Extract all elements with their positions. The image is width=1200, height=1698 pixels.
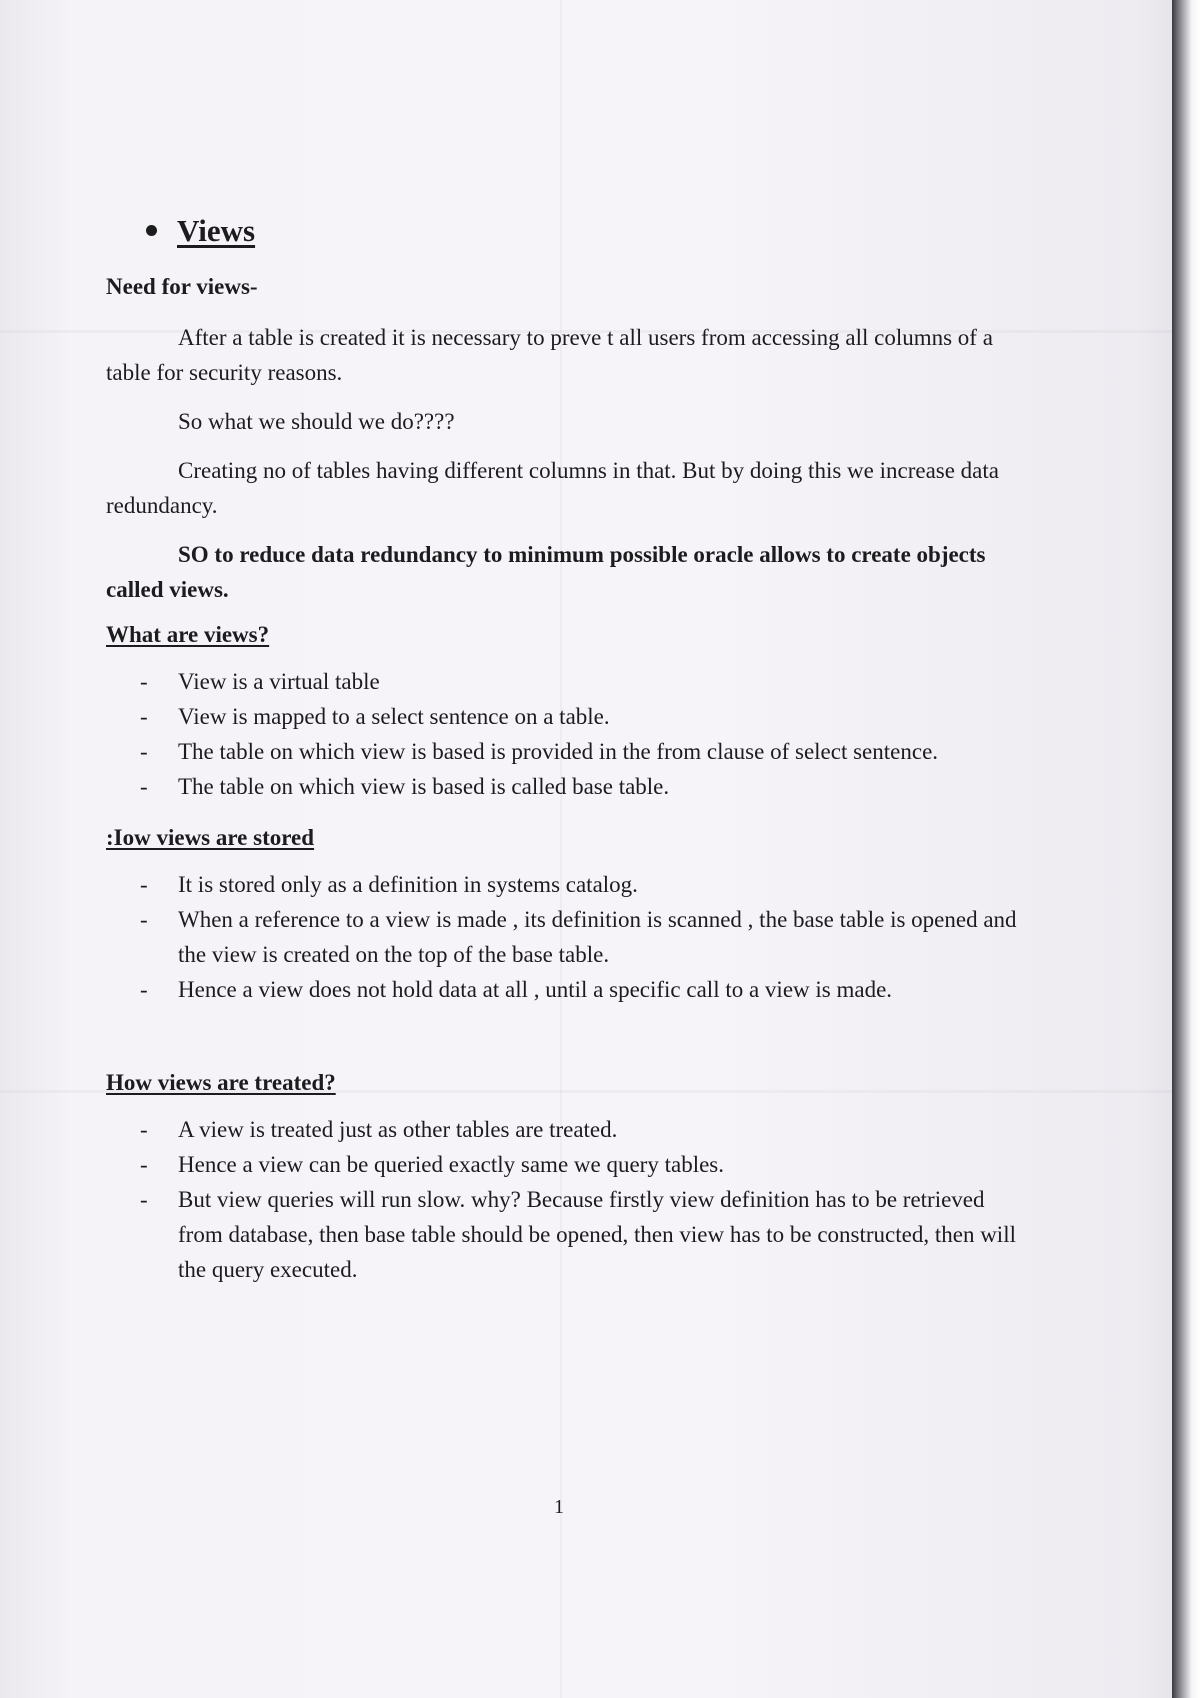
list-item-text: But view queries will run slow. why? Because firstly view definition has to be retrieved from database, then base table should be opened, then view has to be constructed, then will the query executed. [178, 1187, 1016, 1282]
paragraph: So what we should we do???? [178, 409, 455, 434]
dash-bullet: - [140, 1152, 148, 1177]
list-item [106, 1112, 1022, 1147]
list-item-text: View is mapped to a select sentence on a table. [178, 704, 610, 729]
what-are-views-heading: What are views? [106, 622, 270, 647]
list-item [106, 1182, 1022, 1287]
list-item [106, 1147, 1022, 1182]
list-item-text: View is a virtual table [178, 669, 380, 694]
bullet-icon [146, 225, 157, 236]
paper-edge-shadow [1172, 0, 1200, 1698]
list-item-text: Hence a view can be queried exactly same we query tables. [178, 1152, 724, 1177]
dash-bullet: - [140, 704, 148, 729]
how-views-stored-heading: :Iow views are stored [106, 825, 315, 850]
title-row [146, 205, 1022, 255]
dash-bullet: - [140, 774, 148, 799]
list-item [106, 867, 1022, 902]
page-number: 1 [554, 1496, 564, 1518]
list-item [106, 972, 1022, 1007]
dash-bullet: - [140, 1117, 148, 1142]
document-body [106, 205, 1022, 1287]
list-item [106, 769, 1022, 804]
list-item [106, 664, 1022, 699]
list-item-text: The table on which view is based is called base table. [178, 774, 670, 799]
dash-bullet: - [140, 977, 148, 1002]
list-item-text: When a reference to a view is made , its definition is scanned , the base table is opened and the view is created on the top of the base table. [178, 907, 1017, 967]
page-title: Views [177, 212, 256, 248]
dash-bullet: - [140, 872, 148, 897]
list-item-text: Hence a view does not hold data at all , until a specific call to a view is made. [178, 977, 893, 1002]
list-item [106, 699, 1022, 734]
what-are-views-list [106, 664, 1022, 804]
list-item [106, 734, 1022, 769]
dash-bullet: - [140, 1187, 148, 1212]
how-views-treated-heading: How views are treated? [106, 1070, 336, 1095]
dash-bullet: - [140, 669, 148, 694]
dash-bullet: - [140, 907, 148, 932]
paragraph-bold: SO to reduce data redundancy to minimum possible oracle allows to create objects called views. [106, 542, 986, 602]
paragraph: Creating no of tables having different columns in that. But by doing this we increase data redundancy. [106, 458, 999, 518]
how-views-stored-list [106, 867, 1022, 1007]
need-for-views-heading: Need for views- [106, 274, 258, 299]
dash-bullet: - [140, 739, 148, 764]
how-views-treated-list [106, 1112, 1022, 1287]
list-item-text: The table on which view is based is provided in the from clause of select sentence. [178, 739, 939, 764]
paragraph: After a table is created it is necessary to preve t all users from accessing all columns of a table for security reasons. [106, 325, 993, 385]
list-item [106, 902, 1022, 972]
list-item-text: A view is treated just as other tables are treated. [178, 1117, 618, 1142]
list-item-text: It is stored only as a definition in systems catalog. [178, 872, 638, 897]
